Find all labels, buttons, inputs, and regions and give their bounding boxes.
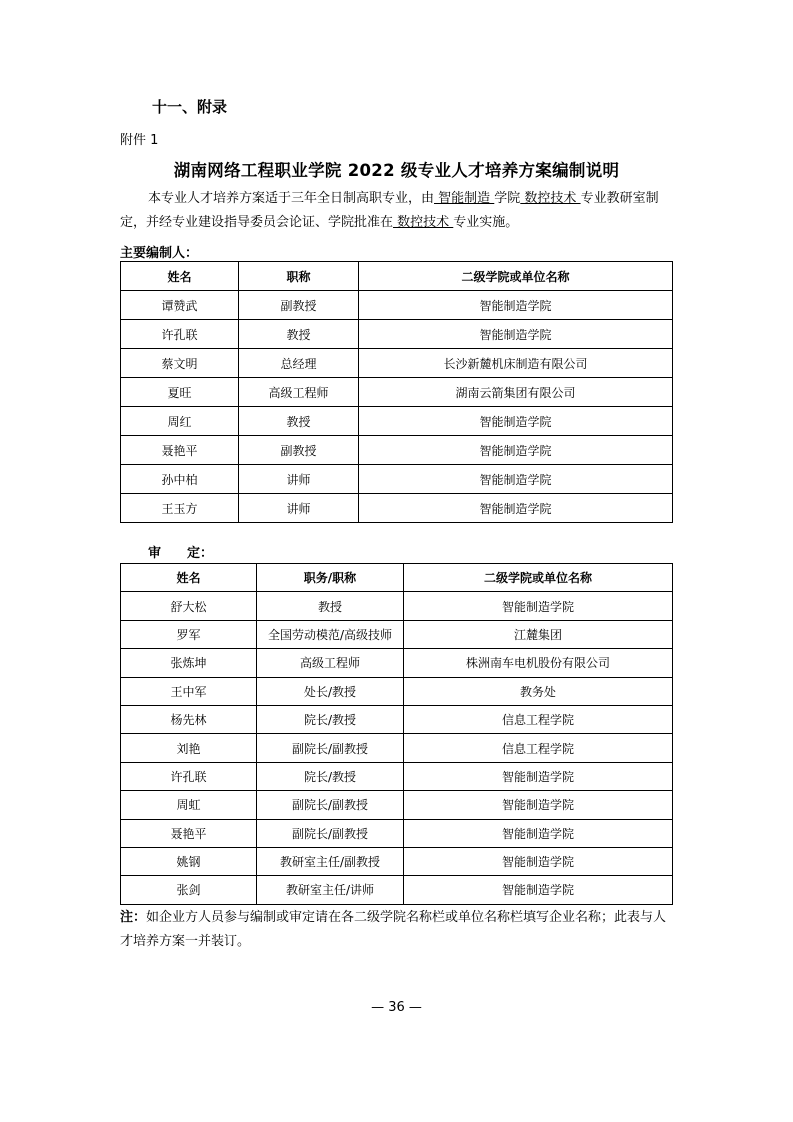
cell-unit: 智能制造学院 bbox=[359, 291, 673, 320]
page-number: — 36 — bbox=[371, 1000, 422, 1015]
table-row bbox=[121, 762, 673, 790]
cell-name: 谭赞武 bbox=[121, 291, 239, 320]
cell-title: 院长/教授 bbox=[257, 705, 404, 733]
cell-name: 聂艳平 bbox=[121, 436, 239, 465]
cell-title: 讲师 bbox=[239, 465, 359, 494]
cell-name: 舒大松 bbox=[121, 592, 257, 620]
table-row bbox=[121, 876, 673, 904]
cell-title: 高级工程师 bbox=[239, 378, 359, 407]
cell-name: 张剑 bbox=[121, 876, 257, 904]
cell-unit: 信息工程学院 bbox=[404, 705, 673, 733]
table-row bbox=[121, 734, 673, 762]
cell-title: 副教授 bbox=[239, 291, 359, 320]
cell-unit: 教务处 bbox=[404, 677, 673, 705]
table-row bbox=[121, 677, 673, 705]
cell-name: 刘艳 bbox=[121, 734, 257, 762]
table-row bbox=[121, 620, 673, 648]
table-row bbox=[121, 378, 673, 407]
cell-name: 王玉方 bbox=[121, 494, 239, 523]
table-row bbox=[121, 592, 673, 620]
header-position: 职务/职称 bbox=[257, 564, 404, 592]
cell-title: 处长/教授 bbox=[257, 677, 404, 705]
cell-title: 高级工程师 bbox=[257, 649, 404, 677]
cell-title: 教授 bbox=[239, 320, 359, 349]
attachment-label: 附件 1 bbox=[120, 133, 159, 148]
table-row bbox=[121, 407, 673, 436]
document-title: 湖南网络工程职业学院 2022 级专业人才培养方案编制说明 bbox=[173, 161, 620, 180]
note bbox=[120, 906, 676, 954]
table-row bbox=[121, 436, 673, 465]
table-row bbox=[121, 291, 673, 320]
header-title: 职称 bbox=[239, 262, 359, 291]
cell-unit: 智能制造学院 bbox=[404, 592, 673, 620]
editors-label: 主要编制人： bbox=[120, 246, 199, 261]
cell-name: 蔡文明 bbox=[121, 349, 239, 378]
cell-unit: 长沙新麓机床制造有限公司 bbox=[359, 349, 673, 378]
reviewers-table-body bbox=[121, 592, 673, 904]
cell-name: 周虹 bbox=[121, 791, 257, 819]
cell-unit: 智能制造学院 bbox=[359, 320, 673, 349]
note-text: 如企业方人员参与编制或审定请在各二级学院名称栏或单位名称栏填写企业名称；此表与人才培养方案一并装订。 bbox=[120, 910, 667, 949]
intro-paragraph bbox=[120, 187, 676, 235]
cell-name: 夏旺 bbox=[121, 378, 239, 407]
cell-unit: 智能制造学院 bbox=[404, 819, 673, 847]
table-row bbox=[121, 349, 673, 378]
cell-name: 杨先林 bbox=[121, 705, 257, 733]
cell-title: 总经理 bbox=[239, 349, 359, 378]
cell-unit: 智能制造学院 bbox=[359, 494, 673, 523]
table-row bbox=[121, 465, 673, 494]
cell-title: 副教授 bbox=[239, 436, 359, 465]
cell-unit: 智能制造学院 bbox=[404, 847, 673, 875]
cell-unit: 智能制造学院 bbox=[359, 465, 673, 494]
table-row bbox=[121, 791, 673, 819]
cell-name: 聂艳平 bbox=[121, 819, 257, 847]
editors-table bbox=[120, 261, 673, 523]
reviewers-table bbox=[120, 563, 673, 905]
cell-unit: 江麓集团 bbox=[404, 620, 673, 648]
cell-name: 罗军 bbox=[121, 620, 257, 648]
cell-title: 教授 bbox=[239, 407, 359, 436]
cell-title: 全国劳动模范/高级技师 bbox=[257, 620, 404, 648]
intro-text-3: 专业教研室制定，并经专业建设指导委员会论证、学院批准在 bbox=[120, 191, 659, 230]
table-row bbox=[121, 494, 673, 523]
table-row bbox=[121, 847, 673, 875]
header-unit: 二级学院或单位名称 bbox=[404, 564, 673, 592]
cell-unit: 信息工程学院 bbox=[404, 734, 673, 762]
table-row bbox=[121, 705, 673, 733]
cell-name: 王中军 bbox=[121, 677, 257, 705]
cell-name: 许孔联 bbox=[121, 320, 239, 349]
cell-unit: 智能制造学院 bbox=[359, 436, 673, 465]
cell-unit: 株洲南车电机股份有限公司 bbox=[404, 649, 673, 677]
intro-text-4: 专业实施。 bbox=[453, 215, 519, 230]
table-row bbox=[121, 819, 673, 847]
header-name: 姓名 bbox=[121, 564, 257, 592]
cell-unit: 智能制造学院 bbox=[404, 762, 673, 790]
cell-title: 副院长/副教授 bbox=[257, 734, 404, 762]
header-name: 姓名 bbox=[121, 262, 239, 291]
intro-text-2: 学院 bbox=[494, 191, 521, 206]
cell-name: 周红 bbox=[121, 407, 239, 436]
cell-name: 孙中柏 bbox=[121, 465, 239, 494]
table-header-row bbox=[121, 564, 673, 592]
intro-school: 智能制造 bbox=[434, 191, 495, 206]
cell-unit: 智能制造学院 bbox=[404, 791, 673, 819]
cell-title: 院长/教授 bbox=[257, 762, 404, 790]
cell-name: 许孔联 bbox=[121, 762, 257, 790]
intro-department: 数控技术 bbox=[520, 191, 581, 206]
cell-name: 姚钢 bbox=[121, 847, 257, 875]
cell-unit: 智能制造学院 bbox=[359, 407, 673, 436]
cell-title: 副院长/副教授 bbox=[257, 819, 404, 847]
header-unit: 二级学院或单位名称 bbox=[359, 262, 673, 291]
section-title: 十一、附录 bbox=[152, 98, 228, 116]
reviewers-label: 审 定： bbox=[148, 546, 214, 561]
intro-text-1: 本专业人才培养方案适于三年全日制高职专业，由 bbox=[148, 191, 435, 206]
cell-title: 讲师 bbox=[239, 494, 359, 523]
intro-major: 数控技术 bbox=[393, 215, 454, 230]
note-prefix: 注： bbox=[120, 910, 147, 925]
cell-title: 教授 bbox=[257, 592, 404, 620]
table-row bbox=[121, 649, 673, 677]
cell-name: 张炼坤 bbox=[121, 649, 257, 677]
cell-title: 教研室主任/讲师 bbox=[257, 876, 404, 904]
cell-title: 副院长/副教授 bbox=[257, 791, 404, 819]
cell-unit: 湖南云箭集团有限公司 bbox=[359, 378, 673, 407]
editors-table-body bbox=[121, 291, 673, 523]
table-row bbox=[121, 320, 673, 349]
cell-unit: 智能制造学院 bbox=[404, 876, 673, 904]
table-header-row bbox=[121, 262, 673, 291]
cell-title: 教研室主任/副教授 bbox=[257, 847, 404, 875]
